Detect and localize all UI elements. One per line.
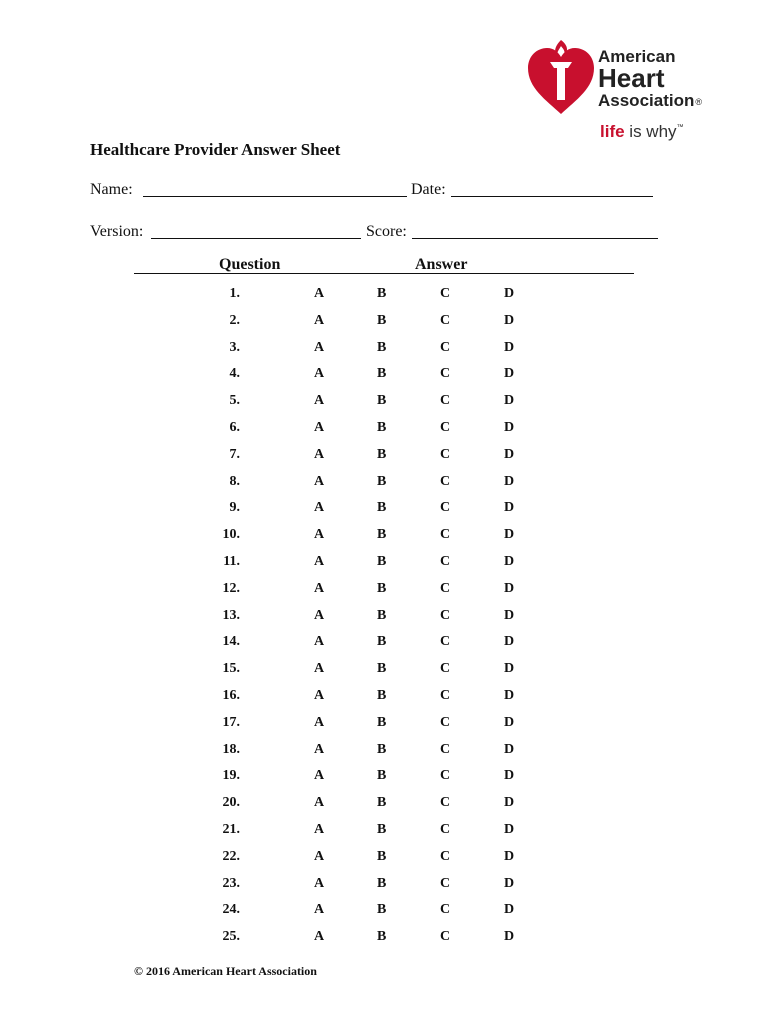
answer-row xyxy=(0,340,770,360)
question-number: 4. xyxy=(229,366,240,382)
option-d[interactable]: D xyxy=(504,607,515,623)
answer-row xyxy=(0,366,770,386)
question-number: 15. xyxy=(222,661,240,677)
question-header: Question xyxy=(219,256,281,273)
option-d[interactable]: D xyxy=(504,312,515,328)
trademark-mark: ™ xyxy=(676,124,684,131)
question-number: 14. xyxy=(222,634,240,650)
question-number: 24. xyxy=(222,902,240,918)
option-c[interactable]: C xyxy=(440,795,451,811)
option-c[interactable]: C xyxy=(440,661,451,677)
date-label: Date: xyxy=(411,181,446,198)
option-c[interactable]: C xyxy=(440,822,451,837)
option-d[interactable]: D xyxy=(504,688,515,703)
option-b[interactable]: B xyxy=(377,634,387,650)
option-b[interactable]: B xyxy=(377,929,387,945)
option-d[interactable]: D xyxy=(504,393,515,409)
option-b[interactable]: B xyxy=(377,339,387,355)
answer-row xyxy=(0,447,770,467)
option-c[interactable]: C xyxy=(440,473,451,489)
option-a[interactable]: A xyxy=(314,607,325,623)
question-number: 8. xyxy=(229,473,240,489)
option-c[interactable]: C xyxy=(440,339,451,355)
question-number: 11. xyxy=(223,554,240,569)
question-number: 20. xyxy=(222,795,240,811)
option-d[interactable]: D xyxy=(504,446,515,462)
option-b[interactable]: B xyxy=(377,714,387,730)
option-c[interactable]: C xyxy=(440,446,451,462)
question-number: 18. xyxy=(222,741,240,757)
option-a[interactable]: A xyxy=(314,929,325,945)
option-b[interactable]: B xyxy=(377,366,387,382)
option-c[interactable]: C xyxy=(440,902,451,918)
option-c[interactable]: C xyxy=(440,607,451,623)
answer-row xyxy=(0,634,770,654)
question-number: 22. xyxy=(222,848,240,864)
option-c[interactable]: C xyxy=(440,286,451,301)
score-field[interactable] xyxy=(412,238,658,239)
answer-row xyxy=(0,688,770,708)
option-d[interactable]: D xyxy=(504,500,515,516)
option-b[interactable]: B xyxy=(377,420,387,435)
option-d[interactable]: D xyxy=(504,768,515,784)
answer-header: Answer xyxy=(415,256,468,273)
option-d[interactable]: D xyxy=(504,848,515,864)
option-c[interactable]: C xyxy=(440,554,451,569)
answer-row xyxy=(0,742,770,762)
option-a[interactable]: A xyxy=(314,875,325,891)
option-a[interactable]: A xyxy=(314,634,325,650)
option-a[interactable]: A xyxy=(314,500,325,516)
option-b[interactable]: B xyxy=(377,554,387,569)
question-number: 9. xyxy=(229,500,240,516)
option-d[interactable]: D xyxy=(504,420,515,435)
version-field[interactable] xyxy=(151,238,361,239)
option-a[interactable]: A xyxy=(314,902,325,918)
option-d[interactable]: D xyxy=(504,795,515,811)
option-a[interactable]: A xyxy=(314,688,325,703)
answer-row xyxy=(0,902,770,922)
option-a[interactable]: A xyxy=(314,473,325,489)
option-b[interactable]: B xyxy=(377,661,387,677)
question-number: 6. xyxy=(229,420,240,435)
logo-tagline xyxy=(600,122,684,142)
option-a[interactable]: A xyxy=(314,554,325,569)
option-c[interactable]: C xyxy=(440,688,451,703)
question-number: 12. xyxy=(222,580,240,596)
aha-logo xyxy=(526,38,726,148)
option-d[interactable]: D xyxy=(504,929,515,945)
option-a[interactable]: A xyxy=(314,661,325,677)
score-label: Score: xyxy=(366,223,407,240)
option-a[interactable]: A xyxy=(314,420,325,435)
option-b[interactable]: B xyxy=(377,446,387,462)
option-b[interactable]: B xyxy=(377,795,387,811)
option-d[interactable]: D xyxy=(504,902,515,918)
option-c[interactable]: C xyxy=(440,875,451,891)
option-a[interactable]: A xyxy=(314,339,325,355)
answer-row xyxy=(0,661,770,681)
answer-row xyxy=(0,715,770,735)
answer-row xyxy=(0,849,770,869)
option-b[interactable]: B xyxy=(377,393,387,409)
option-c[interactable]: C xyxy=(440,929,451,945)
option-a[interactable]: A xyxy=(314,527,325,543)
answer-row xyxy=(0,876,770,896)
option-d[interactable]: D xyxy=(504,714,515,730)
answer-row xyxy=(0,768,770,788)
question-number: 3. xyxy=(229,339,240,355)
option-b[interactable]: B xyxy=(377,822,387,837)
logo-line-1: American xyxy=(598,47,676,66)
option-c[interactable]: C xyxy=(440,848,451,864)
tagline-rest: is why xyxy=(624,122,677,141)
option-c[interactable]: C xyxy=(440,312,451,328)
answer-row xyxy=(0,929,770,949)
logo-line-3: Association xyxy=(598,91,695,110)
option-d[interactable]: D xyxy=(504,875,515,891)
option-b[interactable]: B xyxy=(377,768,387,784)
option-d[interactable]: D xyxy=(504,286,515,301)
option-d[interactable]: D xyxy=(504,634,515,650)
answer-row xyxy=(0,286,770,306)
option-c[interactable]: C xyxy=(440,580,451,596)
heart-torch-icon xyxy=(526,38,596,118)
option-d[interactable]: D xyxy=(504,554,515,569)
tagline-life: life xyxy=(600,122,625,141)
answer-row xyxy=(0,474,770,494)
answer-row xyxy=(0,500,770,520)
answer-row xyxy=(0,608,770,628)
logo-line-2: Heart xyxy=(598,63,665,93)
question-number: 21. xyxy=(222,822,240,837)
option-a[interactable]: A xyxy=(314,795,325,811)
option-b[interactable]: B xyxy=(377,312,387,328)
question-number: 7. xyxy=(229,446,240,462)
option-b[interactable]: B xyxy=(377,688,387,703)
question-number: 16. xyxy=(222,688,240,703)
answer-row xyxy=(0,554,770,574)
option-d[interactable]: D xyxy=(504,527,515,543)
option-b[interactable]: B xyxy=(377,580,387,596)
option-b[interactable]: B xyxy=(377,500,387,516)
option-c[interactable]: C xyxy=(440,500,451,516)
option-d[interactable]: D xyxy=(504,339,515,355)
date-field[interactable] xyxy=(451,196,653,197)
option-a[interactable]: A xyxy=(314,312,325,328)
option-a[interactable]: A xyxy=(314,366,325,382)
option-a[interactable]: A xyxy=(314,741,325,757)
answer-row xyxy=(0,527,770,547)
option-d[interactable]: D xyxy=(504,473,515,489)
option-c[interactable]: C xyxy=(440,527,451,543)
option-a[interactable]: A xyxy=(314,848,325,864)
option-d[interactable]: D xyxy=(504,366,515,382)
answer-row xyxy=(0,795,770,815)
option-b[interactable]: B xyxy=(377,848,387,864)
registered-mark: ® xyxy=(695,97,702,107)
option-b[interactable]: B xyxy=(377,607,387,623)
option-c[interactable]: C xyxy=(440,393,451,409)
option-a[interactable]: A xyxy=(314,768,325,784)
header-underline xyxy=(134,273,634,274)
answer-row xyxy=(0,822,770,842)
option-c[interactable]: C xyxy=(440,768,451,784)
copyright-footer: © 2016 American Heart Association xyxy=(134,964,317,978)
question-number: 5. xyxy=(229,393,240,409)
question-number: 10. xyxy=(222,527,240,543)
name-label: Name: xyxy=(90,181,133,198)
answer-row xyxy=(0,420,770,440)
question-number: 25. xyxy=(222,929,240,945)
question-number: 23. xyxy=(222,875,240,891)
option-b[interactable]: B xyxy=(377,286,387,301)
question-number: 19. xyxy=(222,768,240,784)
option-c[interactable]: C xyxy=(440,741,451,757)
option-d[interactable]: D xyxy=(504,822,515,837)
option-c[interactable]: C xyxy=(440,366,451,382)
option-b[interactable]: B xyxy=(377,473,387,489)
option-d[interactable]: D xyxy=(504,661,515,677)
option-d[interactable]: D xyxy=(504,580,515,596)
option-b[interactable]: B xyxy=(377,902,387,918)
version-label: Version: xyxy=(90,223,144,240)
page-title: Healthcare Provider Answer Sheet xyxy=(90,140,341,159)
option-b[interactable]: B xyxy=(377,875,387,891)
option-c[interactable]: C xyxy=(440,420,451,435)
option-c[interactable]: C xyxy=(440,634,451,650)
question-number: 17. xyxy=(222,714,240,730)
option-a[interactable]: A xyxy=(314,822,325,837)
question-number: 1. xyxy=(229,286,240,301)
option-a[interactable]: A xyxy=(314,393,325,409)
option-b[interactable]: B xyxy=(377,741,387,757)
option-a[interactable]: A xyxy=(314,286,325,301)
answer-row xyxy=(0,393,770,413)
answer-row xyxy=(0,313,770,333)
option-a[interactable]: A xyxy=(314,714,325,730)
answer-row xyxy=(0,581,770,601)
option-d[interactable]: D xyxy=(504,741,515,757)
option-a[interactable]: A xyxy=(314,580,325,596)
question-number: 2. xyxy=(229,312,240,328)
option-a[interactable]: A xyxy=(314,446,325,462)
option-c[interactable]: C xyxy=(440,714,451,730)
name-field[interactable] xyxy=(143,196,407,197)
question-number: 13. xyxy=(222,607,240,623)
option-b[interactable]: B xyxy=(377,527,387,543)
